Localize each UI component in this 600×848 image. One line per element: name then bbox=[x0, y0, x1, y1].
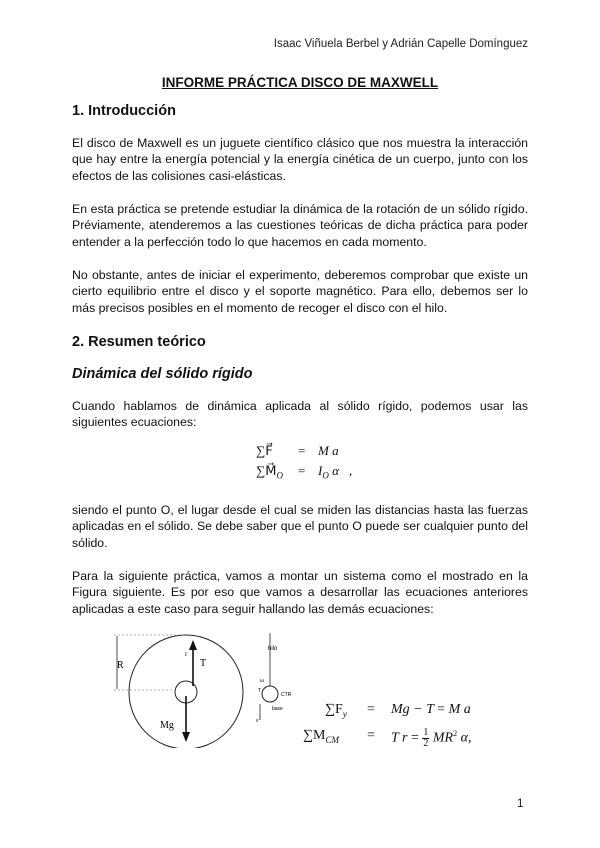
theory-paragraph-1: Cuando hablamos de dinámica aplicada al sólido rígido, podemos usar las siguientes ecuaciones: bbox=[72, 399, 528, 430]
tension-arrowhead bbox=[189, 640, 197, 650]
intro-paragraph-3: No obstante, antes de iniciar el experimento, deberemos comprobar que existe un cierto equilibrio entre el disco y el soporte magnético. Para ello, debemos ser lo más precisos posibles en el momento de recoger el disco con el hilo. bbox=[72, 268, 528, 315]
eq2-lhs: ∑M⃗ bbox=[256, 463, 277, 478]
eq1-rhs: M a⃗ bbox=[318, 443, 349, 458]
section-heading-intro: 1. Introducción bbox=[72, 103, 176, 119]
theory-paragraph-3: Para la siguiente práctica, vamos a montar un sistema como el mostrado en la Figura siguiente. Es por eso que vamos a desarrollar las ecuaciones anteriores aplicadas a este caso para seguir hallando las demás ecuaciones: bbox=[72, 569, 528, 616]
eq4-equals: = bbox=[367, 728, 375, 743]
eq4-sup: 2 bbox=[453, 729, 458, 739]
eq2-rhs-sub: O bbox=[322, 470, 329, 481]
subsection-heading-rigid-body: Dinámica del sólido rígido bbox=[72, 366, 253, 382]
label-ctr: CTR bbox=[281, 692, 292, 698]
label-Mg: Mg bbox=[160, 720, 174, 731]
eq3-equals-2: = bbox=[437, 702, 446, 717]
eq2-equals: = bbox=[298, 463, 306, 478]
weight-arrowhead bbox=[182, 732, 190, 742]
eq2-rhs-tail: α⃗, bbox=[332, 463, 353, 478]
page-number: 1 bbox=[517, 798, 524, 810]
equation-moment bbox=[256, 463, 353, 481]
eq3-rhs: M a bbox=[448, 702, 471, 717]
equation-moment-cm-rhs bbox=[391, 728, 471, 749]
eq4-frac-num: 1 bbox=[423, 727, 429, 738]
eq4-tail: MR bbox=[432, 730, 454, 746]
eq4-equals-2: = bbox=[410, 730, 419, 746]
side-axle bbox=[262, 686, 278, 702]
intro-paragraph-2: En esta práctica se pretende estudiar la dinámica de la rotación de un sólido rígido. Préviamente, atenderemos a las cuestiones teóricas de dicha práctica para poder entender a la perfección todo lo que hacemos en cada momento. bbox=[72, 202, 528, 249]
equation-block-1 bbox=[256, 443, 376, 487]
eq4-frac-den: 2 bbox=[423, 738, 429, 749]
label-v: v bbox=[256, 718, 259, 724]
eq2-sub: O bbox=[276, 470, 283, 481]
label-hilo: hilo bbox=[268, 646, 278, 652]
eq1-equals: = bbox=[298, 443, 306, 458]
label-base: base bbox=[272, 706, 283, 712]
label-T: T bbox=[200, 658, 207, 669]
intro-paragraph-1: El disco de Maxwell es un juguete científico clásico que nos muestra la interacción que hay entre la energía potencial y la energía cinética de un cuerpo, junto con los efectos de las colisiones casi-elásticas. bbox=[72, 136, 528, 183]
eq3-equals: = bbox=[367, 702, 375, 717]
document-title: INFORME PRÁCTICA DISCO DE MAXWELL bbox=[161, 75, 439, 90]
eq4-sub: CM bbox=[325, 734, 339, 745]
label-w: ω bbox=[260, 678, 264, 684]
label-r: r bbox=[185, 650, 188, 658]
eq4-end: α, bbox=[460, 730, 472, 746]
eq4-mid: T r bbox=[391, 730, 408, 746]
eq4-lhs: ∑M bbox=[303, 728, 326, 743]
equation-block-2 bbox=[303, 696, 503, 758]
label-T2: T bbox=[258, 688, 262, 694]
eq3-sub: y bbox=[342, 708, 347, 719]
equation-moment-cm bbox=[303, 728, 339, 745]
section-heading-theory: 2. Resumen teórico bbox=[72, 334, 206, 350]
equation-force bbox=[256, 443, 349, 459]
equation-force-y-rhs bbox=[391, 702, 471, 718]
eq3-lhs: ∑F bbox=[325, 702, 343, 717]
maxwell-disc-figure bbox=[100, 628, 310, 748]
eq1-lhs: ∑F⃗ bbox=[256, 443, 273, 458]
equation-force-y bbox=[325, 702, 347, 719]
eq3-mid: Mg − T bbox=[391, 702, 434, 717]
header-authors: Isaac Viñuela Berbel y Adrián Capelle Domínguez bbox=[273, 38, 528, 50]
label-R: R bbox=[117, 660, 124, 671]
eq4-fraction bbox=[422, 728, 429, 749]
eq2-rhs: I bbox=[318, 463, 323, 478]
theory-paragraph-2: siendo el punto O, el lugar desde el cual se miden las distancias hasta las fuerzas aplicadas en el sólido. Se debe saber que el punto O puede ser cualquier punto del sólido. bbox=[72, 503, 528, 550]
